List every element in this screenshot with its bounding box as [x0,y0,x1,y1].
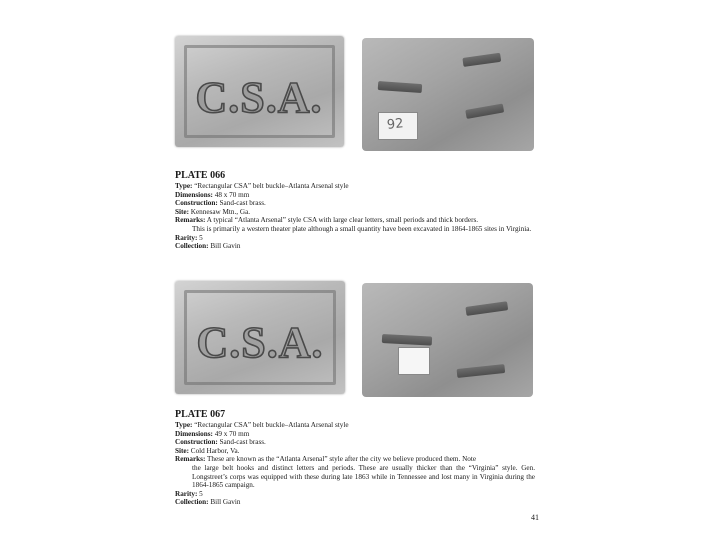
plate-067-type-line: Type: “Rectangular CSA” belt buckle–Atlanta Arsenal style [175,421,349,429]
plate-067-hook-bottom [457,364,506,378]
plate-066-hook-left [378,81,423,93]
plate-066-dimensions-line: Dimensions: 48 x 70 mm [175,190,250,199]
plate-067-caption [175,409,535,507]
plate-066-remarks: Remarks: A typical “Atlanta Arsenal” style CSA with large clear letters, small periods and thick borders. This is primarily a western theater plate although a small quantity have been excavated in 1864-1865 sites in Virginia. [175,216,532,233]
plate-066-hook-right-bottom [465,103,504,118]
plate-067-title: PLATE 067 [175,409,226,420]
plate-067-front-photo [175,281,345,394]
plate-067-dimensions-line: Dimensions: 49 x 70 mm [175,429,250,438]
plate-066-letters: C.S.A. [195,73,323,122]
plate-067-collection-line: Collection: Bill Gavin [175,498,241,507]
plate-066-collection-line: Collection: Bill Gavin [175,242,241,251]
plate-066-front-lettering [175,36,344,147]
plate-066-tag-number: 92 [386,116,405,133]
plate-066-rarity-line: Rarity: 5 [175,233,203,242]
plate-067-site-line: Site: Cold Harbor, Va. [175,446,240,455]
plate-066-back-photo [362,38,534,151]
plate-067-rarity-line: Rarity: 5 [175,489,203,498]
plate-066-caption [175,170,535,251]
plate-066-hook-right-top [462,53,501,67]
plate-067-hook-left [382,334,432,346]
plate-067-inventory-tag [398,347,430,375]
page-number: 41 [531,513,539,522]
plate-067-construction-line: Construction: Sand-cast brass. [175,438,266,447]
plate-067-letters: C.S.A. [196,318,324,367]
plate-066-front-photo [175,36,344,147]
plate-066-inventory-tag [378,112,418,140]
plate-067-back-photo [362,283,533,397]
plate-066-type-line: Type: “Rectangular CSA” belt buckle–Atlanta Arsenal style [175,182,349,190]
plate-066-construction-line: Construction: Sand-cast brass. [175,199,266,208]
plate-066-title: PLATE 066 [175,170,226,181]
plate-067-remarks: Remarks: These are known as the “Atlanta Arsenal” style after the city we believe produced them. Note the large belt hooks and distinct letters and periods. These are usually thicker than the “Virginia” style. Gen. Longstreet’s corps was equipped with these during late 1863 while in Tennessee and lost many in Virginia during the 1864-1865 campaign. [175,455,535,490]
plate-066-site-line: Site: Kennesaw Mtn., Ga. [175,207,251,216]
plate-067-front-lettering [175,281,345,394]
plate-067-hook-top [465,301,508,316]
